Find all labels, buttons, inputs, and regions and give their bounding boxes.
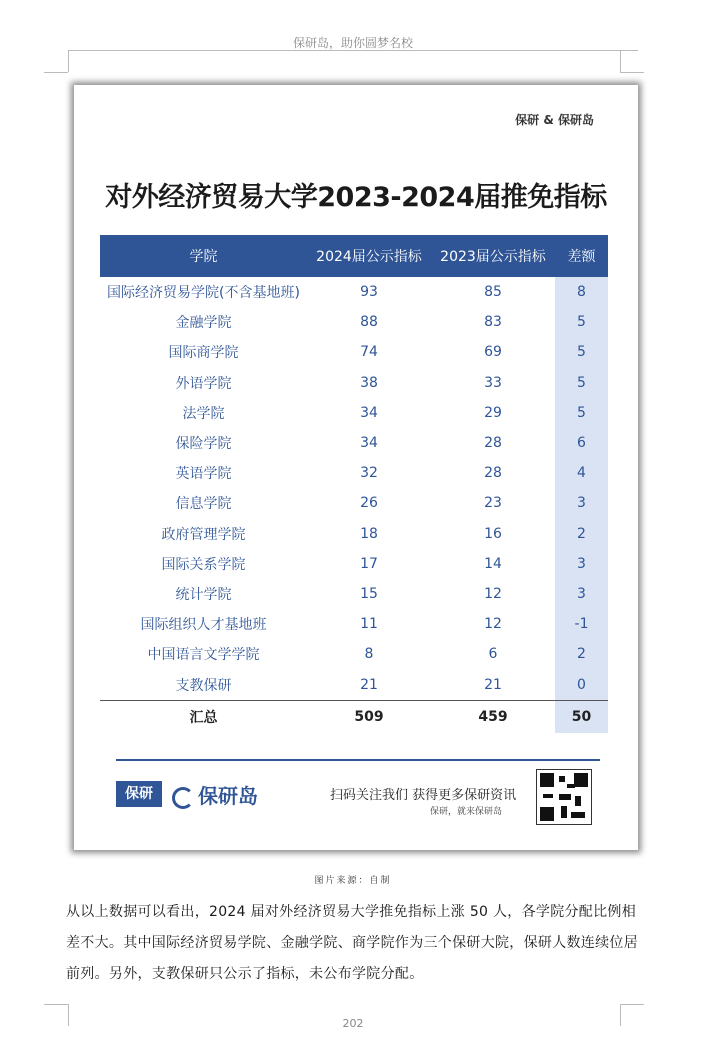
- figure-caption: 图片来源：自制: [314, 876, 392, 886]
- header-2024: 2024届公示指标: [307, 235, 431, 277]
- cell-college: 中国语言文学学院: [147, 647, 260, 664]
- qr-code-icon: [536, 769, 592, 825]
- cell-diff: 5: [555, 398, 608, 428]
- cell-college: 外语学院: [175, 375, 232, 392]
- total-cell-2023: 459: [431, 700, 555, 733]
- cell-2023: 23: [484, 495, 502, 512]
- table-row: [100, 277, 608, 307]
- cell-college: 统计学院: [175, 586, 232, 603]
- total-cell-2024: 509: [307, 700, 431, 733]
- cell-2023: 12: [484, 616, 502, 633]
- table-row: [100, 307, 608, 337]
- corner-mark: [44, 1004, 68, 1005]
- cell-college: 支教保研: [175, 677, 232, 694]
- baoyandao-logo: [172, 780, 258, 809]
- cell-2024: 38: [360, 374, 378, 391]
- cell-college: 英语学院: [175, 466, 232, 483]
- cell-diff: 6: [555, 428, 608, 458]
- baoyandao-logo-text: 保研岛: [198, 784, 258, 808]
- cell-2024: 8: [364, 646, 374, 663]
- cell-2024: 17: [360, 555, 378, 572]
- cell-2024: 26: [360, 495, 378, 512]
- cell-diff: 4: [555, 458, 608, 488]
- cell-2024: 15: [360, 585, 378, 602]
- cell-college: 政府管理学院: [161, 526, 246, 543]
- cell-diff: 0: [555, 669, 608, 700]
- swirl-icon: [172, 787, 194, 809]
- cell-2024: 93: [360, 284, 378, 301]
- cell-diff: 3: [555, 579, 608, 609]
- baoyan-logo: 保研: [116, 781, 162, 807]
- table-row: [100, 669, 608, 700]
- total-cell-college: 汇总: [100, 700, 307, 733]
- cell-2024: 18: [360, 525, 378, 542]
- cell-college: 法学院: [182, 405, 225, 422]
- cell-diff: 3: [555, 549, 608, 579]
- corner-mark: [44, 72, 68, 73]
- infographic-card: [74, 85, 638, 850]
- scan-subtitle: 保研，就来保研岛: [430, 807, 503, 817]
- cell-2024: 21: [360, 676, 378, 693]
- table-row: [100, 458, 608, 488]
- quota-table: [100, 235, 608, 733]
- corner-mark: [68, 50, 69, 72]
- table-row: [100, 368, 608, 398]
- corner-mark: [620, 50, 621, 72]
- cell-college: 国际关系学院: [161, 556, 246, 573]
- cell-diff: 8: [555, 277, 608, 307]
- cell-2023: 33: [484, 374, 502, 391]
- cell-2024: 32: [360, 465, 378, 482]
- cell-college: 国际经济贸易学院(不含基地班): [107, 285, 300, 302]
- table-body: [100, 277, 608, 733]
- cell-diff: -1: [555, 609, 608, 639]
- cell-2023: 21: [484, 676, 502, 693]
- cell-2023: 12: [484, 585, 502, 602]
- cell-diff: 2: [555, 639, 608, 669]
- cell-2023: 28: [484, 435, 502, 452]
- cell-2024: 34: [360, 404, 378, 421]
- table-header-row: [100, 235, 608, 277]
- table-row: [100, 428, 608, 458]
- table-row: [100, 579, 608, 609]
- table-total-row: [100, 700, 608, 733]
- cell-2024: 88: [360, 314, 378, 331]
- table-row: [100, 398, 608, 428]
- cell-2023: 83: [484, 314, 502, 331]
- scan-prompt: 扫码关注我们 获得更多保研资讯: [330, 788, 517, 803]
- cell-2023: 16: [484, 525, 502, 542]
- cell-college: 信息学院: [175, 496, 232, 513]
- cell-2024: 34: [360, 435, 378, 452]
- cell-diff: 3: [555, 488, 608, 518]
- header-diff: 差额: [555, 235, 608, 277]
- header-rule: [68, 50, 638, 51]
- cell-2023: 29: [484, 404, 502, 421]
- header-college: 学院: [100, 235, 307, 277]
- body-paragraph: 从以上数据可以看出，2024 届对外经济贸易大学推免指标上涨 50 人，各学院分配比例相差不大。其中国际经济贸易学院、金融学院、商学院作为三个保研大院，保研人数连续位居前列。另外，支教保研只公示了指标，未公布学院分配。: [66, 904, 638, 982]
- cell-diff: 5: [555, 337, 608, 367]
- header-2023: 2023届公示指标: [431, 235, 555, 277]
- cell-2023: 6: [488, 646, 498, 663]
- table-row: [100, 519, 608, 549]
- brand-label: 保研 & 保研岛: [515, 113, 594, 127]
- cell-college: 国际组织人才基地班: [140, 617, 267, 634]
- page-number: 202: [342, 1017, 364, 1030]
- cell-diff: 5: [555, 368, 608, 398]
- table-row: [100, 549, 608, 579]
- cell-diff: 5: [555, 307, 608, 337]
- page-header: 保研岛，助你圆梦名校: [292, 36, 413, 50]
- cell-2024: 74: [360, 344, 378, 361]
- cell-2023: 14: [484, 555, 502, 572]
- cell-diff: 2: [555, 519, 608, 549]
- cell-college: 保险学院: [175, 436, 232, 453]
- corner-mark: [620, 72, 644, 73]
- table-row: [100, 609, 608, 639]
- cell-2023: 85: [484, 284, 502, 301]
- cell-2023: 69: [484, 344, 502, 361]
- cell-college: 国际商学院: [168, 345, 239, 362]
- footer-rule: [116, 759, 600, 761]
- cell-2023: 28: [484, 465, 502, 482]
- cell-2024: 11: [360, 616, 378, 633]
- table-row: [100, 639, 608, 669]
- table-row: [100, 337, 608, 367]
- card-title: 对外经济贸易大学2023-2024届推免指标: [105, 182, 607, 213]
- corner-mark: [620, 1004, 644, 1005]
- cell-college: 金融学院: [175, 315, 232, 332]
- total-cell-diff: 50: [555, 700, 608, 733]
- table-row: [100, 488, 608, 518]
